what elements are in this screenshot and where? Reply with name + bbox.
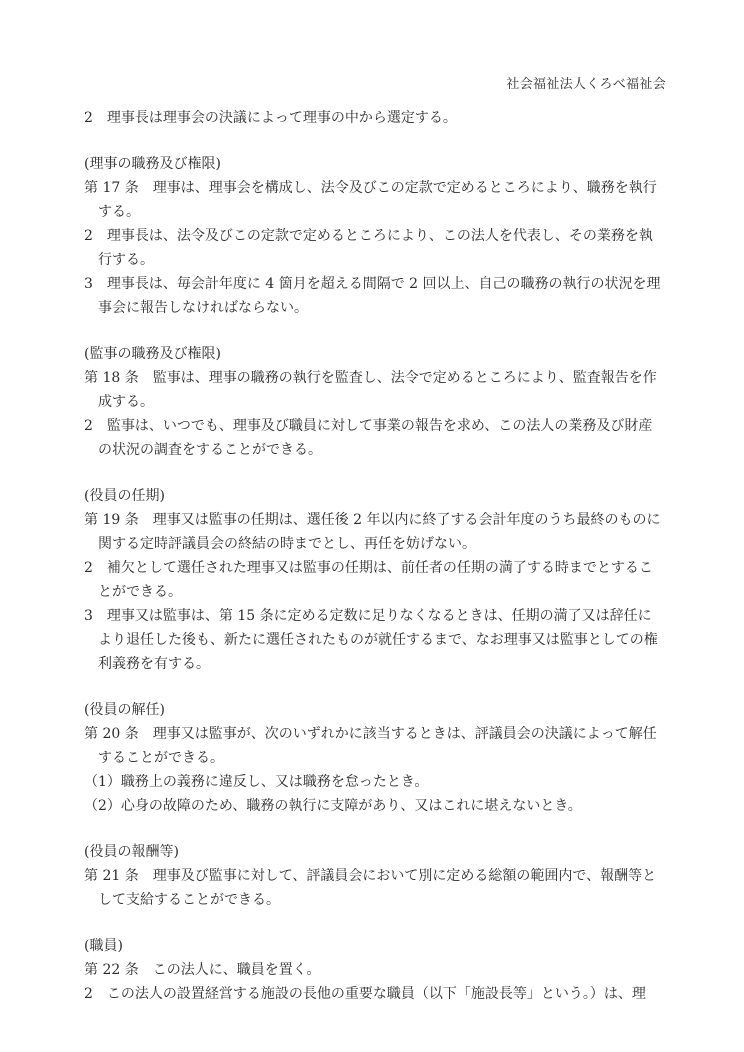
clause-line: 事会に報告しなければならない。 [84,300,308,316]
article-16-continuation [84,106,674,130]
clause-line: 2 この法人の設置経営する施設の長他の重要な職員（以下「施設長等」という。）は、理 [84,986,646,1002]
section-heading: (監事の職務及び権限) [84,346,221,362]
section-heading: (理事の職務及び権限) [84,156,221,172]
article-line: して支給することができる。 [84,892,280,908]
article-line: 関する定時評議員会の終結の時までとし、再任を妨げない。 [84,536,476,552]
article-line: する。 [84,204,140,220]
clause-line: 利義務を有する。 [84,656,210,672]
article-line: 第 21 条 理事及び監事に対して、評議員会において別に定める総額の範囲内で、報酬等と [84,868,657,884]
organization-name: 社会福祉法人くろべ福祉会 [506,77,666,92]
section-heading: (職員) [84,938,123,954]
article-line: することができる。 [84,750,224,766]
clause-line: 2 理事長は、法令及びこの定款で定めるところにより、この法人を代表し、その業務を執 [84,228,653,244]
clause-line: とができる。 [84,584,182,600]
section-heading: (役員の任期) [84,488,165,504]
clause-line: 3 理事長は、毎会計年度に 4 箇月を超える間隔で 2 回以上、自己の職務の執行の状況を理 [84,276,661,292]
document-body [84,106,674,1006]
clause-line: 2 監事は、いつでも、理事及び職員に対して事業の報告を求め、この法人の業務及び財産 [84,418,653,434]
article-line: 第 18 条 監事は、理事の職務の執行を監査し、法令で定めるところにより、監査報告を作 [84,370,657,386]
clause-line: の状況の調査をすることができる。 [84,442,322,458]
clause-line: 2 補欠として選任された理事又は監事の任期は、前任者の任期の満了する時までとするこ [84,560,653,576]
section-heading: (役員の報酬等) [84,844,179,860]
clause-line: 3 理事又は監事は、第 15 条に定める定数に足りなくなるときは、任期の満了又は辞任に [84,608,652,624]
article-line: 成する。 [84,394,154,410]
article-line: 第 20 条 理事又は監事が、次のいずれかに該当するときは、評議員会の決議によって解任 [84,726,657,742]
article-line: 第 17 条 理事は、理事会を構成し、法令及びこの定款で定めるところにより、職務を執行 [84,180,657,196]
clause-line: 2 理事長は理事会の決議によって理事の中から選定する。 [84,110,457,126]
section-officer-term [84,484,674,676]
section-director-duties [84,152,674,320]
clause-line: より退任した後も、新たに選任されたものが就任するまで、なお理事又は監事としての権 [84,632,658,648]
section-officer-compensation [84,840,674,912]
article-line: 第 19 条 理事又は監事の任期は、選任後 2 年以内に終了する会計年度のうち最終のものに [84,512,661,528]
section-auditor-duties [84,342,674,462]
list-item: （1）職務上の義務に違反し、又は職務を怠ったとき。 [84,774,429,790]
section-officer-dismissal [84,698,674,818]
article-line: 第 22 条 この法人に、職員を置く。 [84,962,321,978]
section-staff [84,934,674,1006]
clause-line: 行する。 [84,252,154,268]
section-heading: (役員の解任) [84,702,165,718]
list-item: （2）心身の故障のため、職務の執行に支障があり、又はこれに堪えないとき。 [84,798,582,814]
